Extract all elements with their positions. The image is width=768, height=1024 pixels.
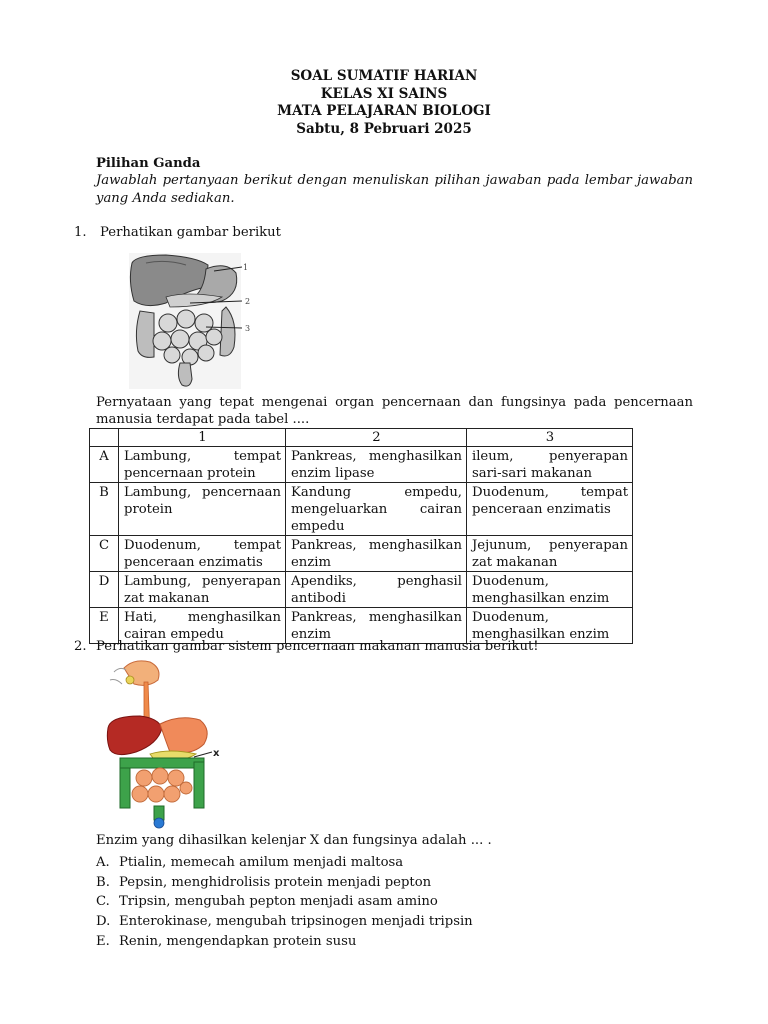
option-text: Enterokinase, mengubah tripsinogen menjadi tripsin <box>119 914 473 930</box>
table-row <box>90 572 633 608</box>
list-item <box>96 873 516 893</box>
figure1-label-3: 3 <box>245 324 251 333</box>
option-text: Tripsin, mengubah pepton menjadi asam amino <box>119 894 438 910</box>
list-item <box>96 892 516 912</box>
q2-number: 2. <box>74 639 87 654</box>
row-letter: E <box>90 608 119 644</box>
option-letter: A. <box>96 855 110 870</box>
table-row <box>90 447 633 483</box>
table-row <box>90 536 633 572</box>
table-cell: Lambung, pencernaan protein <box>119 483 286 536</box>
table-cell: ileum, penyerapan sari-sari makanan <box>467 447 633 483</box>
figure1-label-1: 1 <box>243 263 249 272</box>
header-title: SOAL SUMATIF HARIAN <box>290 68 478 84</box>
option-text: Renin, mengendapkan protein susu <box>119 933 357 949</box>
table-cell: Hati, menghasilkan cairan empedu <box>119 608 286 644</box>
table-cell: Lambung, tempat pencernaan protein <box>119 447 286 483</box>
table-cell: Duodenum, menghasilkan enzim <box>467 608 633 644</box>
document-header <box>0 68 768 138</box>
table-cell: Kandung empedu, mengeluarkan cairan empedu <box>286 483 467 536</box>
q1-statement: Pernyataan yang tepat mengenai organ pencernaan dan fungsinya pada pencernaan manusia terdapat pada tabel .... <box>96 395 693 427</box>
header-date: Sabtu, 8 Pebruari 2025 <box>296 120 472 137</box>
table-cell: Lambung, penyerapan zat makanan <box>119 572 286 608</box>
table-cell: Duodenum, tempat penceraan enzimatis <box>119 536 286 572</box>
digestive-system-figure-2 <box>100 658 230 830</box>
table-cell: Jejunum, penyerapan zat makanan <box>467 536 633 572</box>
header-subject: MATA PELAJARAN BIOLOGI <box>277 103 491 119</box>
list-item <box>96 912 516 932</box>
table-cell: Duodenum, tempat penceraan enzimatis <box>467 483 633 536</box>
digestive-system-figure-1 <box>126 251 266 391</box>
table-cell: Pankreas, menghasilkan enzim <box>286 536 467 572</box>
table-header-cell: 2 <box>286 429 467 447</box>
table-cell: Apendiks, penghasil antibodi <box>286 572 467 608</box>
q2-prompt: Perhatikan gambar sistem pencernaan makanan manusia berikut! <box>96 639 539 654</box>
row-letter: A <box>90 447 119 483</box>
table-cell: Pankreas, menghasilkan enzim <box>286 608 467 644</box>
list-item <box>96 932 516 952</box>
list-item <box>96 853 516 873</box>
q2-question: Enzim yang dihasilkan kelenjar X dan fungsinya adalah ... . <box>96 833 492 848</box>
option-letter: B. <box>96 874 110 890</box>
header-class: KELAS XI SAINS <box>320 85 448 102</box>
option-letter: C. <box>96 894 110 910</box>
row-letter: B <box>90 483 119 536</box>
table-cell: Pankreas, menghasilkan enzim lipase <box>286 447 467 483</box>
q1-prompt: Perhatikan gambar berikut <box>100 225 281 240</box>
table-header-cell: 1 <box>119 429 286 447</box>
section-title: Pilihan Ganda <box>96 156 201 171</box>
answer-options-table <box>89 428 633 644</box>
q2-options-list <box>96 853 516 951</box>
table-row <box>90 483 633 536</box>
figure1-label-2: 2 <box>245 297 251 306</box>
q1-number: 1. <box>74 225 87 240</box>
table-header-cell <box>90 429 119 447</box>
section-instruction: Jawablah pertanyaan berikut dengan menuliskan pilihan jawaban pada lembar jawaban yang Anda sediakan. <box>96 173 693 206</box>
table-cell: Duodenum, menghasilkan enzim <box>467 572 633 608</box>
table-header-row <box>90 429 633 447</box>
row-letter: D <box>90 572 119 608</box>
figure2-label-x: x <box>213 748 220 759</box>
option-text: Pepsin, menghidrolisis protein menjadi pepton <box>119 874 432 890</box>
option-letter: D. <box>96 914 111 930</box>
option-letter: E. <box>96 933 110 949</box>
row-letter: C <box>90 536 119 572</box>
table-header-cell: 3 <box>467 429 633 447</box>
option-text: Ptialin, memecah amilum menjadi maltosa <box>119 855 404 870</box>
